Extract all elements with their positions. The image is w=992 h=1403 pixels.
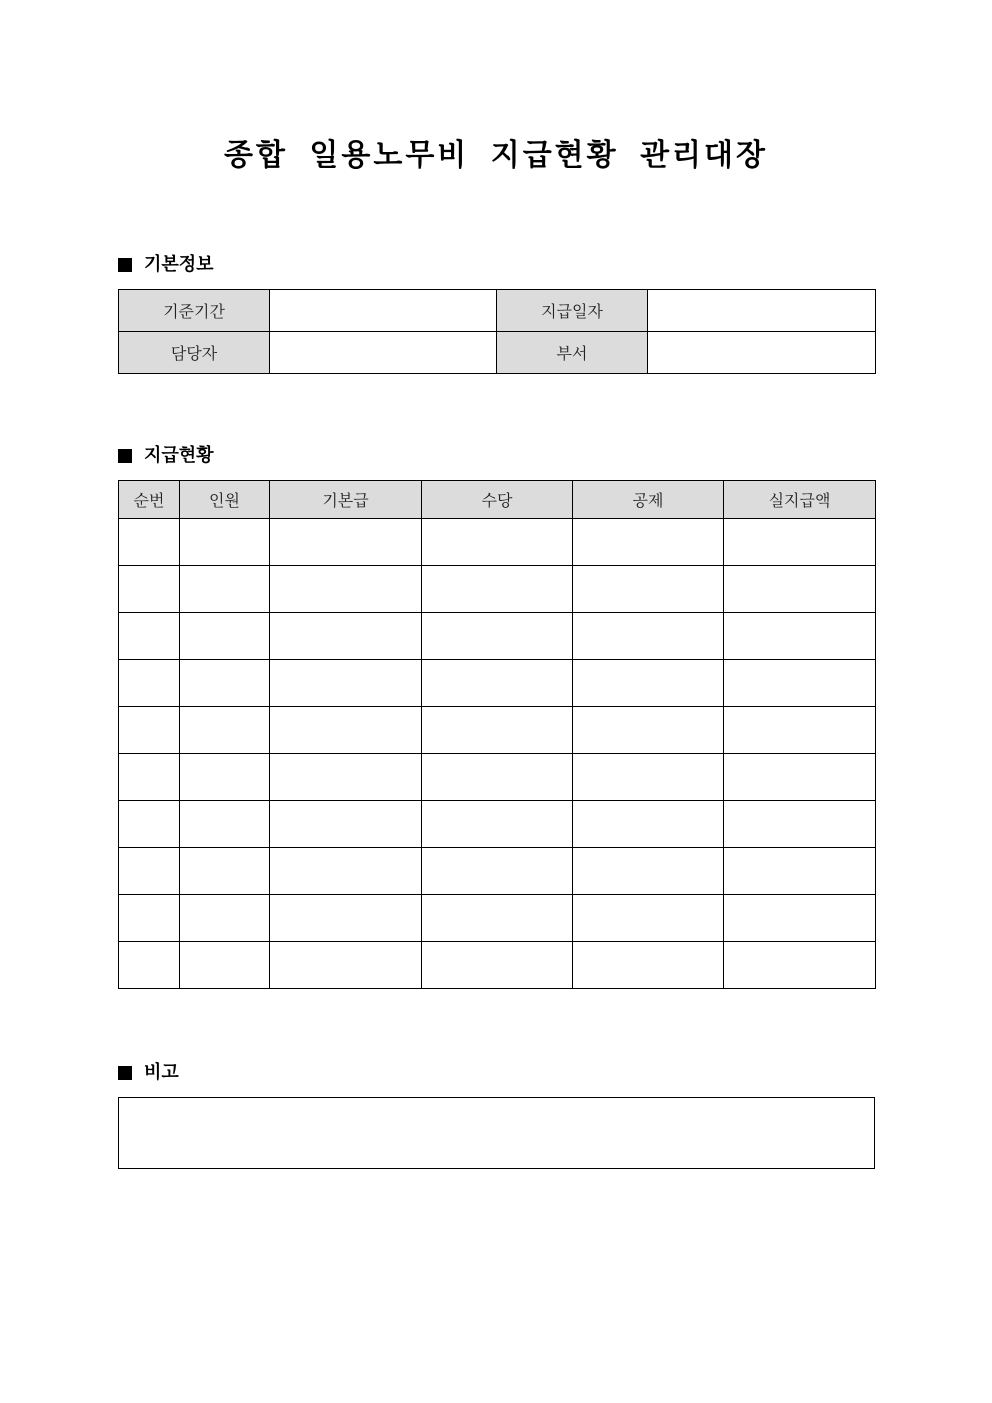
manager-label: 담당자: [119, 332, 270, 374]
deduction-cell[interactable]: [573, 895, 724, 942]
table-header-row: [119, 481, 876, 519]
net-pay-cell[interactable]: [724, 613, 876, 660]
allowance-cell[interactable]: [422, 613, 573, 660]
period-label: 기준기간: [119, 290, 270, 332]
allowance-cell[interactable]: [422, 848, 573, 895]
base-pay-cell[interactable]: [270, 848, 422, 895]
notes-heading: [118, 1061, 179, 1085]
seq-cell[interactable]: [119, 660, 180, 707]
basic-info-heading-label: 기본정보: [144, 254, 214, 275]
column-header-allowance: 수당: [422, 481, 573, 519]
allowance-cell[interactable]: [422, 942, 573, 989]
headcount-cell[interactable]: [180, 754, 270, 801]
base-pay-cell[interactable]: [270, 707, 422, 754]
basic-info-heading: [118, 253, 214, 277]
square-bullet-icon: [118, 258, 132, 272]
headcount-cell[interactable]: [180, 942, 270, 989]
net-pay-cell[interactable]: [724, 566, 876, 613]
notes-box[interactable]: [118, 1097, 875, 1169]
headcount-cell[interactable]: [180, 660, 270, 707]
column-header-seq: 순번: [119, 481, 180, 519]
payment-date-label: 지급일자: [497, 290, 648, 332]
allowance-cell[interactable]: [422, 707, 573, 754]
allowance-cell[interactable]: [422, 754, 573, 801]
seq-cell[interactable]: [119, 895, 180, 942]
seq-cell[interactable]: [119, 942, 180, 989]
table-row: [119, 754, 876, 801]
seq-cell[interactable]: [119, 566, 180, 613]
allowance-cell[interactable]: [422, 660, 573, 707]
payment-status-table: [118, 480, 876, 989]
period-value[interactable]: [270, 290, 497, 332]
base-pay-cell[interactable]: [270, 754, 422, 801]
net-pay-cell[interactable]: [724, 848, 876, 895]
table-row: [119, 613, 876, 660]
headcount-cell[interactable]: [180, 566, 270, 613]
base-pay-cell[interactable]: [270, 942, 422, 989]
payment-status-heading-label: 지급현황: [144, 445, 214, 466]
deduction-cell[interactable]: [573, 754, 724, 801]
base-pay-cell[interactable]: [270, 519, 422, 566]
column-header-net-pay: 실지급액: [724, 481, 876, 519]
allowance-cell[interactable]: [422, 801, 573, 848]
table-row: [119, 660, 876, 707]
column-header-deduction: 공제: [573, 481, 724, 519]
net-pay-cell[interactable]: [724, 519, 876, 566]
basic-info-table: [118, 289, 876, 374]
headcount-cell[interactable]: [180, 801, 270, 848]
net-pay-cell[interactable]: [724, 895, 876, 942]
square-bullet-icon: [118, 1066, 132, 1080]
headcount-cell[interactable]: [180, 895, 270, 942]
deduction-cell[interactable]: [573, 519, 724, 566]
table-row: [119, 895, 876, 942]
manager-value[interactable]: [270, 332, 497, 374]
notes-heading-label: 비고: [144, 1062, 179, 1083]
column-header-headcount: 인원: [180, 481, 270, 519]
base-pay-cell[interactable]: [270, 895, 422, 942]
deduction-cell[interactable]: [573, 613, 724, 660]
net-pay-cell[interactable]: [724, 942, 876, 989]
payment-date-value[interactable]: [648, 290, 876, 332]
deduction-cell[interactable]: [573, 707, 724, 754]
payment-status-heading: [118, 444, 214, 468]
seq-cell[interactable]: [119, 754, 180, 801]
table-row: [119, 942, 876, 989]
seq-cell[interactable]: [119, 613, 180, 660]
base-pay-cell[interactable]: [270, 566, 422, 613]
net-pay-cell[interactable]: [724, 754, 876, 801]
department-label: 부서: [497, 332, 648, 374]
deduction-cell[interactable]: [573, 566, 724, 613]
basic-info-row: [119, 332, 876, 374]
department-value[interactable]: [648, 332, 876, 374]
deduction-cell[interactable]: [573, 801, 724, 848]
base-pay-cell[interactable]: [270, 801, 422, 848]
headcount-cell[interactable]: [180, 613, 270, 660]
headcount-cell[interactable]: [180, 519, 270, 566]
deduction-cell[interactable]: [573, 942, 724, 989]
allowance-cell[interactable]: [422, 566, 573, 613]
column-header-base-pay: 기본급: [270, 481, 422, 519]
table-row: [119, 566, 876, 613]
seq-cell[interactable]: [119, 707, 180, 754]
deduction-cell[interactable]: [573, 848, 724, 895]
table-row: [119, 848, 876, 895]
net-pay-cell[interactable]: [724, 801, 876, 848]
seq-cell[interactable]: [119, 519, 180, 566]
table-row: [119, 519, 876, 566]
net-pay-cell[interactable]: [724, 707, 876, 754]
base-pay-cell[interactable]: [270, 660, 422, 707]
headcount-cell[interactable]: [180, 707, 270, 754]
allowance-cell[interactable]: [422, 895, 573, 942]
basic-info-row: [119, 290, 876, 332]
deduction-cell[interactable]: [573, 660, 724, 707]
square-bullet-icon: [118, 449, 132, 463]
table-row: [119, 707, 876, 754]
table-row: [119, 801, 876, 848]
document-title: 종합 일용노무비 지급현황 관리대장: [223, 138, 769, 173]
seq-cell[interactable]: [119, 848, 180, 895]
headcount-cell[interactable]: [180, 848, 270, 895]
base-pay-cell[interactable]: [270, 613, 422, 660]
seq-cell[interactable]: [119, 801, 180, 848]
allowance-cell[interactable]: [422, 519, 573, 566]
net-pay-cell[interactable]: [724, 660, 876, 707]
